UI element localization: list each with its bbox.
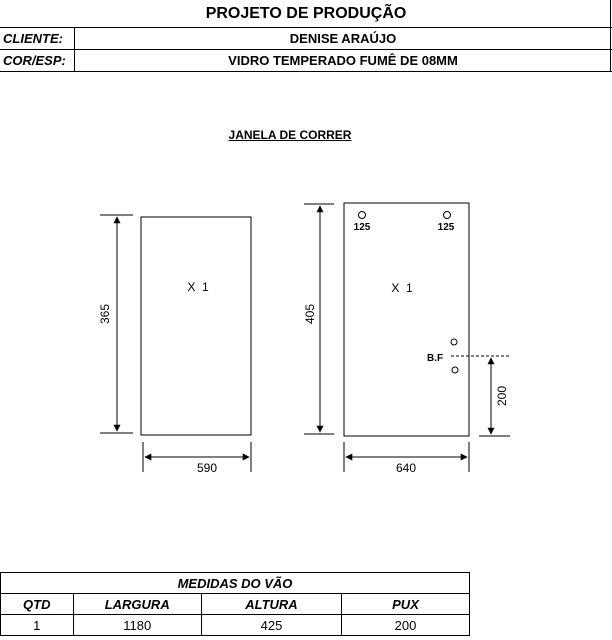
left-width-label: 590 (196, 461, 218, 475)
left-height-label: 365 (98, 303, 112, 325)
right-width-label: 640 (395, 461, 417, 475)
lock-hole-bottom (452, 367, 458, 373)
hole-top-left (359, 212, 366, 219)
lock-hole-top (451, 339, 457, 345)
left-glass-panel (141, 217, 251, 435)
header-largura: LARGURA (73, 594, 201, 615)
hole-top-right-label: 125 (437, 222, 455, 233)
client-label: CLIENTE: (3, 31, 63, 46)
color-label: COR/ESP: (3, 53, 66, 68)
cell-altura: 425 (201, 615, 341, 636)
pux-label: 200 (495, 385, 509, 407)
drawing-title: JANELA DE CORRER (228, 128, 352, 142)
header-altura: ALTURA (201, 594, 341, 615)
table-row (1, 615, 470, 636)
medidas-table (0, 572, 470, 636)
page-title: PROJETO DE PRODUÇÃO (0, 0, 612, 28)
cell-largura: 1180 (73, 615, 201, 636)
hole-top-left-label: 125 (353, 222, 371, 233)
right-qty-label: X 1 (391, 281, 413, 295)
hole-top-right (444, 212, 451, 219)
right-height-label: 405 (303, 303, 317, 325)
header-qtd: QTD (1, 594, 74, 615)
header-pux: PUX (342, 594, 470, 615)
cell-pux: 200 (342, 615, 470, 636)
medidas-title: MEDIDAS DO VÃO (1, 573, 470, 594)
cell-qtd: 1 (1, 615, 74, 636)
color-value: VIDRO TEMPERADO FUMÊ DE 08MM (74, 50, 611, 71)
right-glass-panel (344, 203, 469, 436)
client-value: DENISE ARAÚJO (74, 28, 611, 49)
lock-label: B.F (427, 353, 444, 364)
left-qty-label: X 1 (187, 280, 209, 294)
